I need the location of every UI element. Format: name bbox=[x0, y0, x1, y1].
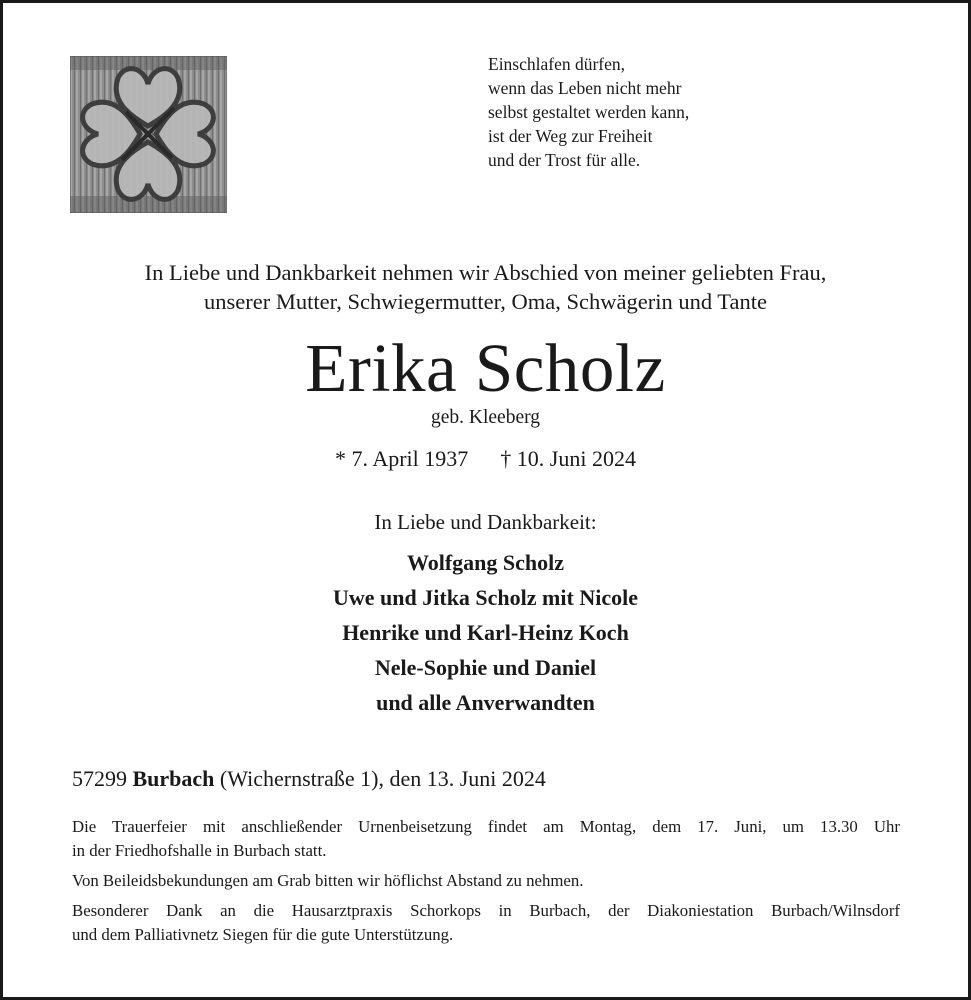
funeral-info bbox=[72, 815, 900, 863]
clover-carving-image bbox=[70, 56, 227, 213]
town: Burbach bbox=[132, 766, 215, 791]
birth-date: * 7. April 1937 bbox=[335, 446, 469, 471]
deceased-name: Erika Scholz bbox=[305, 330, 666, 406]
death-date: † 10. Juni 2024 bbox=[500, 446, 636, 471]
address-date: (Wichernstraße 1), den 13. Juni 2024 bbox=[219, 766, 546, 791]
intro-line: In Liebe und Dankbarkeit nehmen wir Abschied von meiner geliebten Frau, bbox=[144, 260, 827, 285]
gratitude-line: Besonderer Dank an die Hausarztpraxis Schorkops in Burbach, der Diakoniestation Burbach/Wilnsdorf bbox=[72, 901, 900, 920]
condolence-info: Von Beileidsbekundungen am Grab bitten wir höflichst Abstand zu nehmen. bbox=[72, 871, 584, 890]
mourner: Uwe und Jitka Scholz mit Nicole bbox=[333, 585, 638, 610]
poem-line: ist der Weg zur Freiheit bbox=[488, 126, 653, 146]
mourner: Nele-Sophie und Daniel bbox=[374, 655, 597, 680]
poem-line: Einschlafen dürfen, bbox=[488, 54, 626, 74]
intro-line: unserer Mutter, Schwiegermutter, Oma, Schwägerin und Tante bbox=[204, 289, 767, 314]
poem-line: selbst gestaltet werden kann, bbox=[488, 102, 690, 122]
four-leaf-clover-icon bbox=[70, 56, 227, 213]
thanks-heading: In Liebe und Dankbarkeit: bbox=[374, 510, 597, 534]
poem-line: wenn das Leben nicht mehr bbox=[488, 78, 682, 98]
funeral-info-line: in der Friedhofshalle in Burbach statt. bbox=[72, 841, 327, 860]
birth-name: geb. Kleeberg bbox=[430, 407, 540, 428]
life-dates bbox=[0, 444, 971, 474]
zip-code: 57299 bbox=[72, 766, 127, 791]
gratitude-info bbox=[72, 899, 900, 947]
mourner: Henrike und Karl-Heinz Koch bbox=[342, 620, 629, 645]
mourner: und alle Anverwandten bbox=[376, 690, 595, 715]
gratitude-line: und dem Palliativnetz Siegen für die gute Unterstützung. bbox=[72, 925, 454, 944]
funeral-info-line: Die Trauerfeier mit anschließender Urnenbeisetzung findet am Montag, dem 17. Juni, um 13.30 Uhr bbox=[72, 817, 900, 836]
poem-line: und der Trost für alle. bbox=[488, 150, 641, 170]
farewell-intro bbox=[0, 258, 971, 316]
poem bbox=[488, 52, 828, 172]
place-and-date bbox=[72, 764, 546, 794]
notes bbox=[72, 815, 900, 953]
mourners-list bbox=[0, 545, 971, 720]
mourner: Wolfgang Scholz bbox=[406, 550, 565, 575]
